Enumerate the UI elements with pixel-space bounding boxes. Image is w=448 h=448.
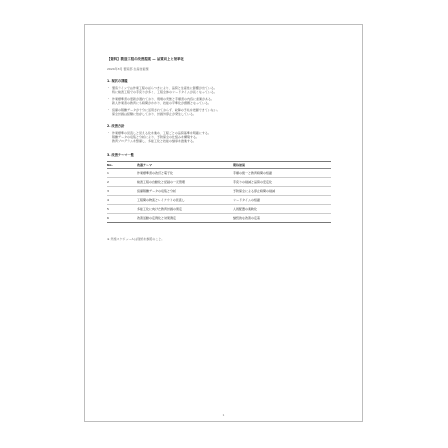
document-page [84,24,363,422]
table-row: 6 改善活動の定例化と効果測定 継続的な改善の定着 [107,216,261,220]
theme-table [107,161,331,223]
section-issues [107,79,343,116]
section-heading: 1. 現状の課題 [107,79,128,83]
table-row: 1 作業標準書の改訂と電子化 手順の統一と教育時間の短縮 [107,169,331,178]
header-effect: 期待効果 [233,163,246,167]
page-number: 1 [222,413,225,417]
section-heading: 2. 改善方針 [107,124,125,128]
section-policy [107,124,343,143]
page-body [107,57,343,241]
document-meta: 2024年3月 製造部 生産技術課 [107,67,149,71]
bullet-item: ・ 製造ラインでは作業工程のばらつきにより、品質と生産性に影響が出ている。 特に検査工程での手戻りが多く、工程全体のリードタイムが長くなっている。 [107,86,217,94]
section-themes [107,153,343,223]
table-row: 5 多能工化に向けた教育計画の策定 人員配置の柔軟化 [107,205,331,214]
document-title: 【資料】製造工程の改善提案 — 品質向上と効率化 [107,57,184,61]
header-theme: 改善テーマ [137,163,153,167]
table-header-row [107,162,331,169]
bullet-item: ・ 作業標準の見直しと見える化を進め、工程ごとの品質基準を明確にする。 稼働データの収集と分析により、予防保全の仕組みを構築する。 教育プログラムを整備し、多能工化と技能の継承を推進する。 [107,131,211,143]
table-row: 4 工程間の物流とレイアウトの見直し リードタイムの短縮 [107,196,331,205]
footnote: ※ 実施スケジュールは別紙を参照のこと。 [107,237,165,241]
header-no: No. [107,163,113,167]
table-heading: 3. 改善テーマ一覧 [107,153,134,157]
table-row: 2 検査工程の自動化と記録の一元管理 手戻りの削減と品質の安定化 [107,178,331,187]
bullet-item: ・ 設備の稼働データが十分に活用されておらず、故障の予兆を把握できていない。 保全計画は経験に依存しており、計画外停止が発生している。 [107,108,220,116]
table-row: 3 設備稼働データの収集と分析 予防保全による停止時間の削減 [107,187,331,196]
bullet-item: ・ 作業標準書の更新が遅れており、現場の実態と手順書の内容に差異がある。 新人作業者の教育にも時間がかかり、技能の平準化が課題となっている。 [107,97,215,105]
